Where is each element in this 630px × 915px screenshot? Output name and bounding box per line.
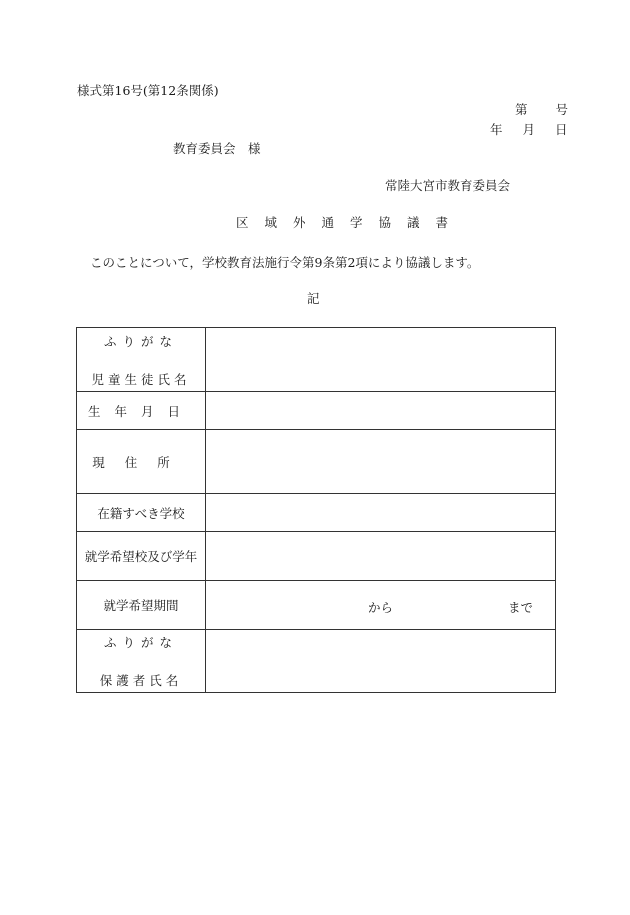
table-row	[77, 581, 556, 630]
desired-period-label: 就学希望期間	[77, 581, 206, 630]
addressee: 教育委員会 様	[173, 141, 261, 156]
table-row	[77, 532, 556, 581]
form-number: 様式第16号(第12条関係)	[77, 83, 219, 98]
form-table	[76, 327, 556, 693]
ki-heading: 記	[307, 291, 320, 306]
period-until-text: まで	[508, 600, 534, 615]
table-row	[77, 392, 556, 430]
birth-date-label: 生年月日	[77, 392, 206, 430]
student-name-label-cell	[77, 328, 206, 392]
school-to-enroll-field[interactable]	[206, 494, 556, 532]
table-row	[77, 328, 556, 392]
guardian-name-field[interactable]	[206, 630, 556, 693]
guardian-name-label-cell	[77, 630, 206, 693]
body-text: このことについて，学校教育法施行令第9条第2項により協議します。	[90, 255, 480, 270]
guardian-name-label: 保護者氏名	[99, 673, 183, 688]
address-field[interactable]	[206, 430, 556, 494]
table-row	[77, 430, 556, 494]
birth-date-field[interactable]	[206, 392, 556, 430]
document-title: 区域外通学協議書	[236, 215, 465, 230]
document-date: 年 月 日	[490, 122, 576, 137]
table-row	[77, 630, 556, 693]
student-name-label: 児童生徒氏名	[91, 371, 191, 387]
period-from-text: から	[368, 600, 394, 615]
desired-school-grade-field[interactable]	[206, 532, 556, 581]
furigana-label: ふりがな	[103, 333, 178, 349]
guardian-furigana-label: ふりがな	[103, 635, 178, 650]
document-number: 第 号	[515, 102, 580, 117]
school-to-enroll-label: 在籍すべき学校	[77, 494, 206, 532]
student-name-field[interactable]	[206, 328, 556, 392]
issuer: 常陸大宮市教育委員会	[385, 178, 511, 193]
desired-period-field[interactable]	[206, 581, 556, 630]
address-label: 現住所	[77, 430, 206, 494]
table-row	[77, 494, 556, 532]
desired-school-grade-label: 就学希望校及び学年	[77, 532, 206, 581]
